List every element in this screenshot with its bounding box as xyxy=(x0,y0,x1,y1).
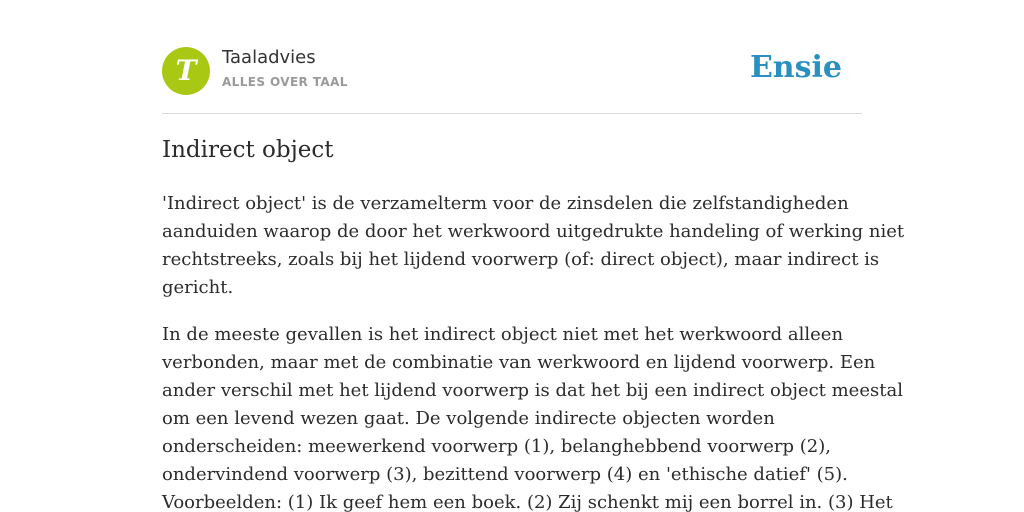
text-line: gericht. xyxy=(162,277,234,298)
text-line: rechtstreeks, zoals bij het lijdend voorwerp (of: direct object), maar indirect is xyxy=(162,249,880,270)
text-line: om een levend wezen gaat. De volgende indirecte objecten worden xyxy=(162,408,775,429)
text-line: onderscheiden: meewerkend voorwerp (1), belanghebbend voorwerp (2), xyxy=(162,436,831,457)
article-body xyxy=(162,190,905,512)
text-line: Voorbeelden: (1) Ik geef hem een boek. (2) Zij schenkt mij een borrel in. (3) Het xyxy=(162,492,893,512)
text-line: aanduiden waarop de door het werkwoord uitgedrukte handeling of werking niet xyxy=(162,221,905,242)
text-line: ondervindend voorwerp (3), bezittend voorwerp (4) en 'ethische datief' (5). xyxy=(162,464,848,485)
page-title: Indirect object xyxy=(162,137,334,163)
site-header xyxy=(162,36,862,114)
text-line: verbonden, maar met de combinatie van werkwoord en lijdend voorwerp. Een xyxy=(162,352,876,373)
paragraph-2 xyxy=(162,321,903,512)
site-name[interactable]: Taaladvies xyxy=(222,47,316,68)
paragraph-1 xyxy=(162,190,905,302)
site-tagline: ALLES OVER TAAL xyxy=(222,75,348,89)
text-line: In de meeste gevallen is het indirect object niet met het werkwoord alleen xyxy=(162,324,844,345)
text-line: ander verschil met het lijdend voorwerp is dat het bij een indirect object meestal xyxy=(162,380,903,401)
brand-logo[interactable]: Ensie xyxy=(749,50,842,85)
text-line: 'Indirect object' is de verzamelterm voor de zinsdelen die zelfstandigheden xyxy=(162,193,849,214)
site-avatar[interactable]: T xyxy=(162,47,210,95)
